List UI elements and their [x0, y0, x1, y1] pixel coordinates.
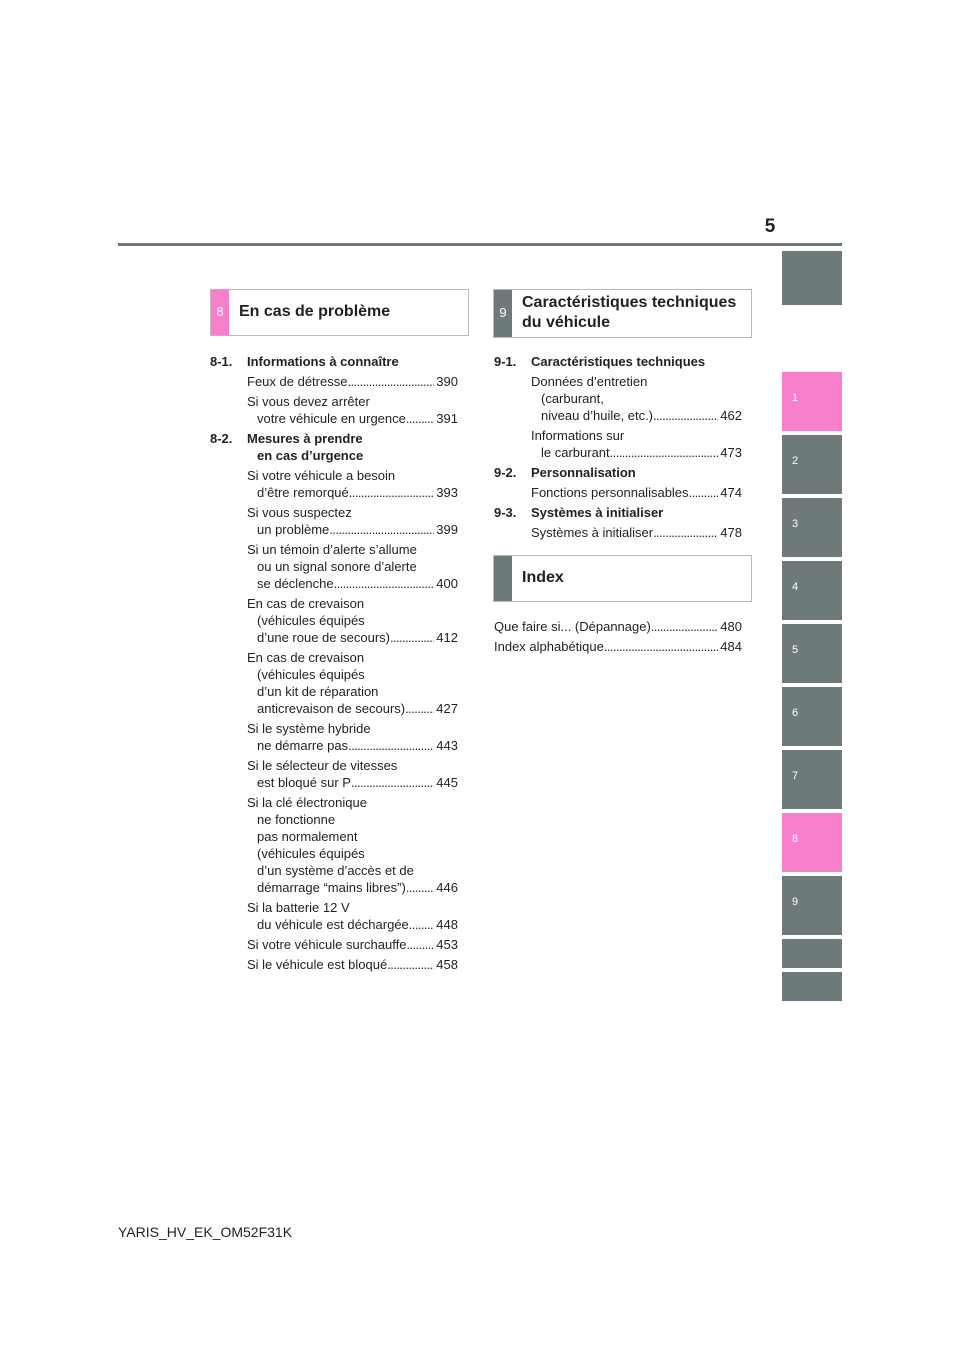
toc-entry-text: se déclenche: [257, 576, 334, 591]
toc-entry[interactable]: [210, 595, 458, 646]
toc-entry[interactable]: [210, 720, 458, 754]
dot-leader: [689, 484, 719, 501]
toc-page-number: 445: [436, 775, 458, 790]
toc-section-number: 9-3.: [494, 505, 517, 520]
toc-entry-final-line: [247, 373, 458, 390]
chapter-9-title: Caractéristiques techniques du véhicule: [522, 294, 737, 331]
toc-entry-final-line: [247, 521, 458, 538]
chapter-8-contents: [210, 353, 458, 976]
toc-page-number: 474: [720, 485, 742, 500]
toc-entry-line: d’un système d’accès et de: [257, 863, 414, 878]
index-entry[interactable]: [494, 618, 742, 635]
dot-leader: [405, 700, 434, 717]
toc-entry[interactable]: [210, 899, 458, 933]
toc-entry-text: d’être remorqué: [257, 485, 349, 500]
toc-entry-line: Si le sélecteur de vitesses: [247, 758, 398, 773]
chapter-9-number-strip: 9: [494, 290, 512, 337]
toc-entry-final-line: [247, 737, 458, 754]
toc-section-heading: [494, 464, 742, 481]
toc-page-number: 399: [436, 522, 458, 537]
toc-entry[interactable]: [210, 504, 458, 538]
toc-entry-line: Si un témoin d’alerte s’allume: [247, 542, 417, 557]
toc-entry-final-line: [494, 618, 742, 635]
toc-entry-text: du véhicule est déchargée: [257, 917, 409, 932]
dot-leader: [406, 936, 434, 953]
toc-entry-text: ne démarre pas: [257, 738, 349, 753]
chapter-tab-2[interactable]: 2: [782, 435, 842, 494]
toc-entry-line: En cas de crevaison: [247, 650, 365, 665]
dot-leader: [651, 618, 718, 635]
toc-entry-line: (véhicules équipés: [257, 613, 365, 628]
toc-entry-line: (carburant,: [541, 391, 604, 406]
dot-leader: [329, 521, 434, 538]
toc-entry[interactable]: [210, 794, 458, 896]
toc-entry-text: d’une roue de secours): [257, 630, 390, 645]
toc-entry[interactable]: [210, 373, 458, 390]
toc-section-title-line: Mesures à prendre: [247, 431, 363, 446]
toc-page-number: 462: [720, 408, 742, 423]
toc-entry-line: Informations sur: [531, 428, 625, 443]
toc-entry-final-line: [531, 484, 742, 501]
toc-entry-text: Fonctions personnalisables: [531, 485, 689, 500]
chapter-tab-1[interactable]: 1: [782, 372, 842, 431]
toc-entry[interactable]: [210, 541, 458, 592]
chapter-tab-contents[interactable]: [782, 251, 842, 305]
toc-page-number: 412: [436, 630, 458, 645]
toc-page-number: 478: [720, 525, 742, 540]
toc-entry-final-line: [247, 956, 458, 973]
toc-entry[interactable]: [494, 427, 742, 461]
index-header[interactable]: [493, 555, 752, 602]
dot-leader: [348, 737, 434, 754]
chapter-tab-7[interactable]: 7: [782, 750, 842, 809]
toc-entry-line: Si la batterie 12 V: [247, 900, 350, 915]
toc-entry[interactable]: [210, 757, 458, 791]
toc-entry-final-line: [247, 936, 458, 953]
toc-section-number: 9-2.: [494, 465, 517, 480]
chapter-9-header[interactable]: [493, 289, 752, 338]
dot-leader: [390, 629, 434, 646]
dot-leader: [406, 879, 434, 896]
toc-entry[interactable]: [210, 393, 458, 427]
toc-section-heading: [210, 353, 458, 370]
index-title: Index: [522, 569, 564, 586]
toc-section-number: 8-2.: [210, 431, 233, 446]
toc-entry-final-line: [247, 575, 458, 592]
toc-page-number: 484: [720, 639, 742, 654]
toc-page-number: 390: [436, 374, 458, 389]
toc-entry-line: En cas de crevaison: [247, 596, 365, 611]
toc-entry-text: Que faire si... (Dépannage): [494, 619, 651, 634]
chapter-8-header[interactable]: [210, 289, 469, 336]
toc-page-number: 453: [436, 937, 458, 952]
toc-entry-final-line: [247, 774, 458, 791]
toc-entry-final-line: [247, 700, 458, 717]
toc-section-heading: [494, 353, 742, 370]
toc-section-title-line: en cas d’urgence: [257, 448, 364, 463]
toc-entry-line: ou un signal sonore d’alerte: [257, 559, 417, 574]
toc-entry-final-line: [247, 410, 458, 427]
chapter-tab-extra[interactable]: [782, 939, 842, 968]
toc-entry-line: pas normalement: [257, 829, 358, 844]
toc-section-number: 9-1.: [494, 354, 517, 369]
toc-section-title-line: Informations à connaître: [247, 354, 399, 369]
toc-page-number: 448: [436, 917, 458, 932]
index-strip: [494, 556, 512, 601]
toc-entry-text: Systèmes à initialiser: [531, 525, 654, 540]
document-code: YARIS_HV_EK_OM52F31K: [118, 1224, 293, 1240]
toc-page-number: 473: [720, 445, 742, 460]
toc-entry-line: (véhicules équipés: [257, 846, 365, 861]
toc-page-number: 458: [436, 957, 458, 972]
header-rule: [118, 243, 842, 246]
toc-entry-text: est bloqué sur P: [257, 775, 351, 790]
toc-entry-line: (véhicules équipés: [257, 667, 365, 682]
chapter-9-contents: [494, 353, 742, 544]
toc-entry-final-line: [531, 407, 742, 424]
toc-entry-final-line: [247, 879, 458, 896]
chapter-8-number-strip: 8: [211, 290, 229, 335]
toc-section-title: [494, 504, 742, 521]
dot-leader: [610, 444, 719, 461]
chapter-tab-4[interactable]: 4: [782, 561, 842, 620]
dot-leader: [604, 638, 718, 655]
toc-entry-final-line: [247, 629, 458, 646]
toc-entry-text: anticrevaison de secours): [257, 701, 406, 716]
chapter-tab-5[interactable]: 5: [782, 624, 842, 683]
toc-entry-text: Feux de détresse: [247, 374, 348, 389]
toc-entry-text: démarrage “mains libres”): [257, 880, 406, 895]
chapter-8-title: En cas de problème: [239, 303, 391, 320]
toc-entry-text: votre véhicule en urgence: [257, 411, 406, 426]
toc-entry-final-line: [247, 916, 458, 933]
chapter-tab-3[interactable]: 3: [782, 498, 842, 557]
toc-entry-final-line: [494, 638, 742, 655]
dot-leader: [653, 524, 718, 541]
toc-section-title: [494, 464, 742, 481]
toc-entry-text: Si votre véhicule surchauffe: [247, 937, 407, 952]
dot-leader: [349, 484, 435, 501]
toc-entry-text: Si le véhicule est bloqué: [247, 957, 388, 972]
toc-page-number: 443: [436, 738, 458, 753]
toc-entry-line: Si le système hybride: [247, 721, 371, 736]
toc-entry[interactable]: [210, 956, 458, 973]
toc-section-title-line: Systèmes à initialiser: [531, 505, 664, 520]
toc-entry-line: Si votre véhicule a besoin: [247, 468, 396, 483]
dot-leader: [351, 774, 434, 791]
chapter-tab-6[interactable]: 6: [782, 687, 842, 746]
dot-leader: [653, 407, 718, 424]
toc-entry-text: Index alphabétique: [494, 639, 604, 654]
toc-section-title: [210, 353, 458, 370]
toc-entry-text: niveau d’huile, etc.): [541, 408, 654, 423]
toc-entry[interactable]: [210, 649, 458, 717]
toc-entry[interactable]: [494, 484, 742, 501]
chapter-tab-index[interactable]: [782, 972, 842, 1001]
toc-section-number: 8-1.: [210, 354, 233, 369]
page-number: 5: [764, 216, 776, 237]
toc-entry-line: d’un kit de réparation: [257, 684, 379, 699]
toc-entry-final-line: [531, 524, 742, 541]
toc-entry-line: Si vous devez arrêter: [247, 394, 370, 409]
dot-leader: [334, 575, 435, 592]
toc-entry[interactable]: [494, 373, 742, 424]
toc-page-number: 446: [436, 880, 458, 895]
toc-entry-line: Données d’entretien: [531, 374, 648, 389]
toc-page-number: 391: [436, 411, 458, 426]
toc-entry-text: le carburant: [541, 445, 610, 460]
toc-entry[interactable]: [210, 936, 458, 953]
toc-entry-line: ne fonctionne: [257, 812, 336, 827]
toc-page-number: 400: [436, 576, 458, 591]
dot-leader: [409, 916, 435, 933]
toc-section-title: [494, 353, 742, 370]
chapter-tab-9[interactable]: 9: [782, 876, 842, 935]
toc-page-number: 393: [436, 485, 458, 500]
toc-page-number: 427: [436, 701, 458, 716]
toc-entry[interactable]: [210, 467, 458, 501]
dot-leader: [406, 410, 434, 427]
index-entry[interactable]: [494, 638, 742, 655]
toc-entry[interactable]: [494, 524, 742, 541]
toc-entry-text: un problème: [257, 522, 330, 537]
toc-section-title-line: Personnalisation: [531, 465, 636, 480]
toc-section-title-line: Caractéristiques techniques: [531, 354, 706, 369]
toc-entry-line: Si vous suspectez: [247, 505, 352, 520]
toc-entry-line: Si la clé électronique: [247, 795, 367, 810]
dot-leader: [387, 956, 434, 973]
toc-entry-final-line: [531, 444, 742, 461]
toc-section-heading: [210, 430, 458, 464]
chapter-tab-8[interactable]: 8: [782, 813, 842, 872]
toc-page-number: 480: [720, 619, 742, 634]
toc-section-title: [210, 430, 458, 464]
dot-leader: [347, 373, 434, 390]
toc-entry-final-line: [247, 484, 458, 501]
index-contents: [494, 618, 742, 658]
toc-section-heading: [494, 504, 742, 521]
